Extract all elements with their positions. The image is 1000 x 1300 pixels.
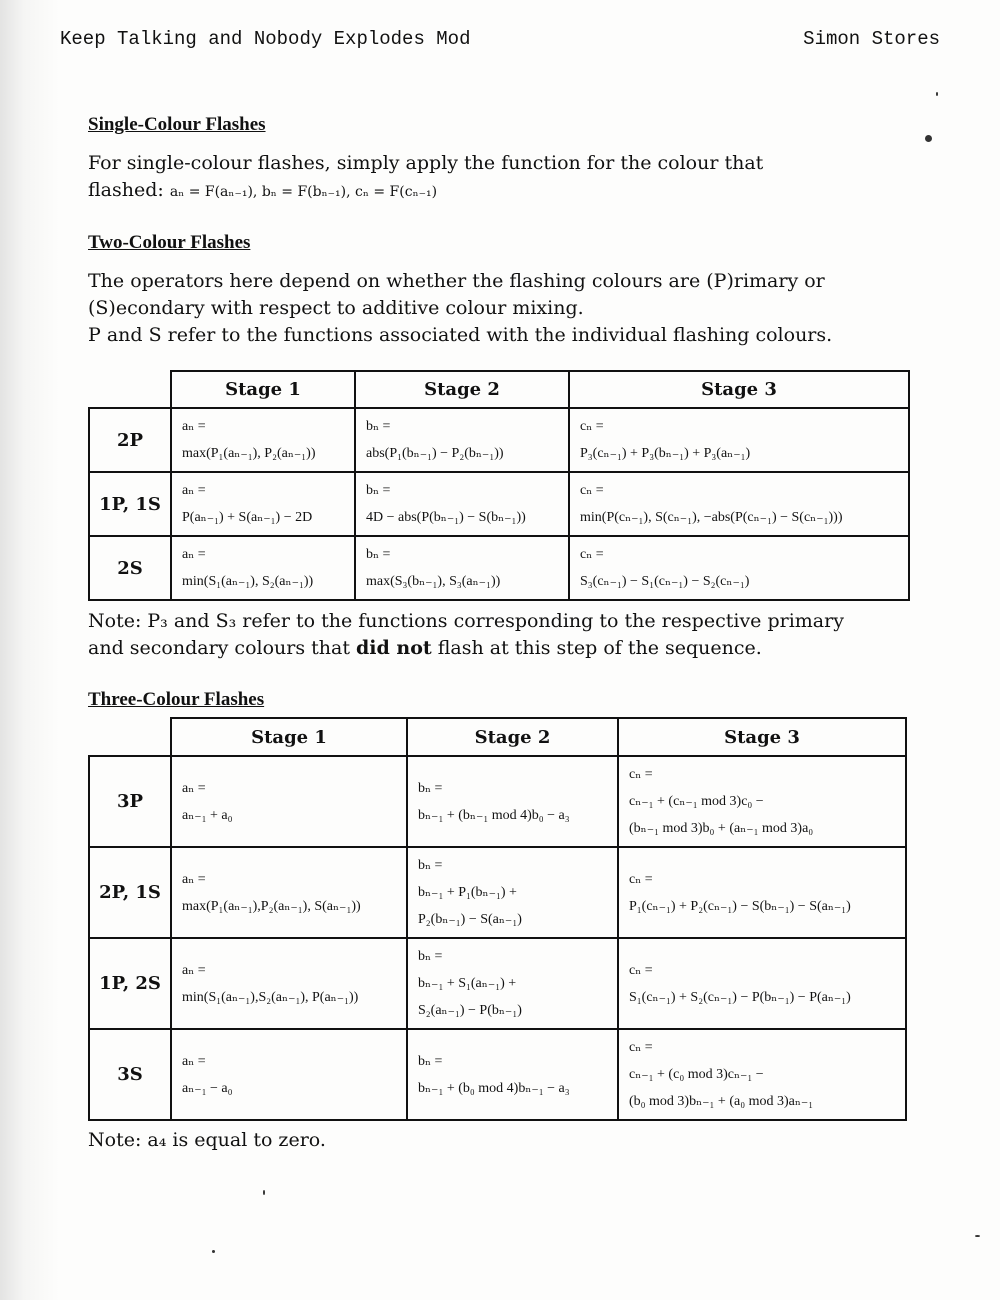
formula-line: min(S₁(aₙ₋₁), S₂(aₙ₋₁)) — [182, 574, 314, 589]
formula-cell — [407, 1029, 618, 1120]
formula-line: (bₙ₋₁ mod 3)b₀ + (aₙ₋₁ mod 3)a₀ — [629, 821, 814, 836]
column-header: Stage 1 — [171, 718, 407, 756]
column-header: Stage 1 — [171, 371, 355, 408]
formula-cell — [355, 472, 569, 536]
formula-cell — [171, 1029, 407, 1120]
formula-line: cₙ = — [580, 483, 604, 498]
formula-cell — [407, 756, 618, 847]
formula-line: bₙ₋₁ + (bₙ₋₁ mod 4)b₀ − a₃ — [418, 807, 570, 823]
two-colour-intro-line: P and S refer to the functions associated with the individual flashing colours. — [88, 324, 833, 346]
column-header: Stage 3 — [618, 718, 906, 756]
formula-line: S₁(cₙ₋₁) + S₂(cₙ₋₁) − P(bₙ₋₁) − P(aₙ₋₁) — [629, 989, 851, 1005]
single-colour-text — [88, 150, 918, 206]
header-module-name: Simon Stores — [803, 28, 940, 50]
formula-cell — [618, 938, 906, 1029]
two-colour-intro-line: The operators here depend on whether the flashing colours are (P)rimary or — [88, 270, 825, 292]
two-colour-note-line1: Note: P₃ and S₃ refer to the functions corresponding to the respective primary — [88, 610, 844, 632]
page-edge-shadow — [0, 0, 60, 1300]
table-row — [89, 536, 909, 600]
formula-line: P₁(cₙ₋₁) + P₂(cₙ₋₁) − S(bₙ₋₁) − S(aₙ₋₁) — [629, 898, 851, 914]
formula-cell — [618, 756, 906, 847]
column-header: Stage 3 — [569, 371, 909, 408]
three-colour-heading: Three-Colour Flashes — [88, 689, 265, 710]
formula-cell — [171, 408, 355, 472]
formula-cell — [355, 408, 569, 472]
row-header: 2P, 1S — [89, 847, 171, 938]
formula-line: bₙ = — [366, 419, 391, 434]
formula-line: aₙ = — [182, 962, 206, 978]
ink-speck — [936, 92, 938, 96]
formula-line: P₃(cₙ₋₁) + P₃(bₙ₋₁) + P₃(aₙ₋₁) — [580, 446, 751, 461]
formula-line: bₙ = — [418, 858, 443, 873]
formula-line: bₙ = — [418, 949, 443, 964]
single-colour-line2 — [88, 177, 918, 206]
row-header: 3P — [89, 756, 171, 847]
formula-line: cₙ = — [629, 767, 653, 782]
formula-line: P₂(bₙ₋₁) − S(aₙ₋₁) — [418, 912, 522, 927]
table-row — [89, 408, 909, 472]
single-colour-line1: For single-colour flashes, simply apply the function for the colour that — [88, 152, 764, 174]
note-text: and secondary colours that — [88, 637, 357, 659]
row-header: 1P, 1S — [89, 472, 171, 536]
formula-line: 4D − abs(P(bₙ₋₁) − S(bₙ₋₁)) — [366, 510, 526, 525]
formula-cell — [171, 938, 407, 1029]
formula-cell — [407, 847, 618, 938]
formula-line: cₙ = — [580, 547, 604, 562]
formula-cell — [618, 847, 906, 938]
three-colour-note: Note: a₄ is equal to zero. — [88, 1129, 326, 1151]
formula-line: aₙ₋₁ − a₀ — [182, 1080, 233, 1096]
emphasis-text: did not — [356, 637, 432, 659]
single-colour-formula: aₙ = F(aₙ₋₁), bₙ = F(bₙ₋₁), cₙ = F(cₙ₋₁) — [169, 184, 438, 200]
formula-line: S₃(cₙ₋₁) − S₁(cₙ₋₁) − S₂(cₙ₋₁) — [580, 574, 750, 589]
formula-line: aₙ = — [182, 780, 206, 796]
formula-line: cₙ = — [629, 1040, 653, 1055]
formula-cell — [407, 938, 618, 1029]
formula-line: cₙ = — [580, 419, 604, 434]
formula-line: abs(P₁(bₙ₋₁) − P₂(bₙ₋₁)) — [366, 446, 504, 461]
table-corner — [89, 371, 171, 408]
column-header: Stage 2 — [407, 718, 618, 756]
table-row — [89, 847, 906, 938]
formula-cell — [171, 847, 407, 938]
formula-cell — [171, 756, 407, 847]
three-colour-table — [88, 717, 907, 1121]
header-game-title: Keep Talking and Nobody Explodes Mod — [60, 28, 471, 50]
row-header: 2S — [89, 536, 171, 600]
formula-line: cₙ₋₁ + (cₙ₋₁ mod 3)c₀ − — [629, 794, 764, 809]
formula-cell — [618, 1029, 906, 1120]
two-colour-heading: Two-Colour Flashes — [88, 232, 251, 253]
formula-line: min(S₁(aₙ₋₁),S₂(aₙ₋₁), P(aₙ₋₁)) — [182, 989, 359, 1005]
formula-line: P(aₙ₋₁) + S(aₙ₋₁) − 2D — [182, 510, 313, 525]
formula-line: cₙ₋₁ + (c₀ mod 3)cₙ₋₁ − — [629, 1067, 764, 1082]
formula-line: bₙ = — [418, 780, 443, 796]
formula-cell — [171, 536, 355, 600]
formula-cell — [569, 408, 909, 472]
formula-cell — [355, 536, 569, 600]
formula-line: max(P₁(aₙ₋₁), P₂(aₙ₋₁)) — [182, 446, 316, 461]
ink-speck — [975, 1235, 980, 1237]
formula-line: cₙ = — [629, 962, 653, 978]
formula-line: cₙ = — [629, 871, 653, 887]
formula-line: (b₀ mod 3)bₙ₋₁ + (a₀ mod 3)aₙ₋₁ — [629, 1094, 814, 1109]
note-text: flash at this step of the sequence. — [431, 637, 762, 659]
formula-line: S₂(aₙ₋₁) − P(bₙ₋₁) — [418, 1003, 522, 1018]
two-colour-intro-line: (S)econdary with respect to additive colour mixing. — [88, 297, 584, 319]
formula-line: bₙ₋₁ + S₁(aₙ₋₁) + — [418, 976, 517, 991]
table-row — [89, 756, 906, 847]
row-header: 2P — [89, 408, 171, 472]
formula-cell — [569, 472, 909, 536]
ink-speck — [263, 1190, 265, 1195]
table-corner — [89, 718, 171, 756]
table-row — [89, 938, 906, 1029]
two-colour-note-line2 — [88, 635, 844, 662]
formula-line: aₙ = — [182, 1053, 206, 1069]
formula-line: max(S₃(bₙ₋₁), S₃(aₙ₋₁)) — [366, 574, 501, 589]
two-colour-note — [88, 608, 844, 662]
single-colour-heading: Single-Colour Flashes — [88, 114, 266, 135]
two-colour-table — [88, 370, 910, 601]
formula-line: aₙ = — [182, 871, 206, 887]
table-row — [89, 472, 909, 536]
formula-line: aₙ = — [182, 547, 206, 562]
formula-line: bₙ = — [418, 1053, 443, 1069]
ink-speck — [212, 1250, 215, 1253]
formula-line: max(P₁(aₙ₋₁),P₂(aₙ₋₁), S(aₙ₋₁)) — [182, 898, 361, 914]
table-row — [89, 1029, 906, 1120]
formula-line: min(P(cₙ₋₁), S(cₙ₋₁), −abs(P(cₙ₋₁) − S(cₙ₋₁))) — [580, 510, 843, 525]
formula-cell — [569, 536, 909, 600]
single-colour-prefix: flashed: — [88, 179, 164, 201]
formula-line: bₙ₋₁ + P₁(bₙ₋₁) + — [418, 885, 517, 900]
formula-line: aₙ₋₁ + a₀ — [182, 807, 233, 823]
formula-line: aₙ = — [182, 483, 206, 498]
formula-cell — [171, 472, 355, 536]
formula-line: aₙ = — [182, 419, 206, 434]
formula-line: bₙ₋₁ + (b₀ mod 4)bₙ₋₁ − a₃ — [418, 1080, 570, 1096]
row-header: 3S — [89, 1029, 171, 1120]
column-header: Stage 2 — [355, 371, 569, 408]
formula-line: bₙ = — [366, 483, 391, 498]
row-header: 1P, 2S — [89, 938, 171, 1029]
two-colour-intro — [88, 268, 918, 349]
ink-speck — [925, 135, 932, 142]
formula-line: bₙ = — [366, 547, 391, 562]
